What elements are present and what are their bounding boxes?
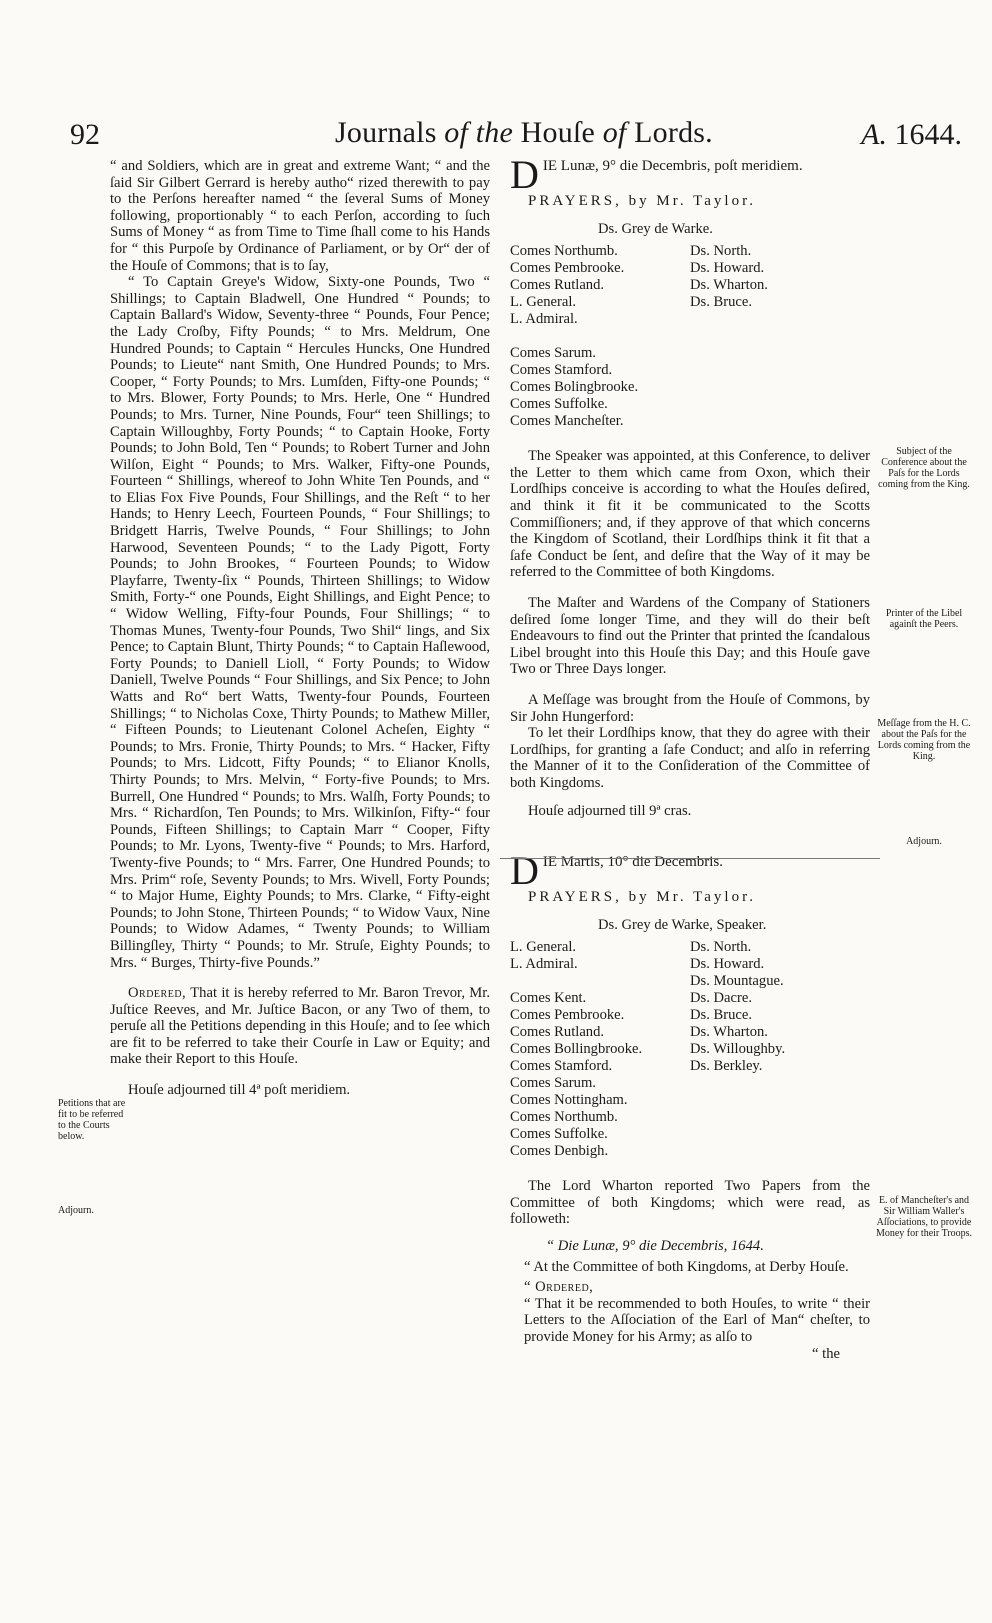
list-item: Ds. Bruce. xyxy=(690,1007,753,1024)
day2-lords-col1 xyxy=(510,939,690,1160)
day2-dropcap: D xyxy=(510,848,539,894)
ordered-lead: Ordered, xyxy=(128,985,187,1002)
page-header xyxy=(0,112,992,152)
day1-dropcap: D xyxy=(510,152,539,197)
list-item: Comes Stamford. xyxy=(510,362,613,379)
para-stationers: The Maſter and Wardens of the Company of Stationers deſired ſome longer Time, and they will do their beſt Endeavours to find out the Printer that printed the ſcandalous Libel brought into this Houſe this Day; and this Houſe gave Two or Three Days longer. xyxy=(510,594,870,678)
list-item: Comes Bolingbrooke. xyxy=(510,379,639,396)
para-conference: The Speaker was appointed, at this Conference, to deliver the Letter to them which came from Oxon, which their Lordſhips conceive is according to what the Houſes deſired, and think it fit it be communicated to the Scotts Commiſſioners; and, if they approve of that which concerns the Kingdom of Scotland, their Lordſhips think it fit that a ſafe Conduct be ſent, and deſire that the Way of it may be referred to the Committee of both Kingdoms. xyxy=(510,448,870,581)
quote-ordered: “ Ordered, xyxy=(524,1279,594,1296)
list-item: Comes Suffolke. xyxy=(510,1126,608,1143)
day1-lords-col1 xyxy=(510,243,690,430)
list-item: Comes Sarum. xyxy=(510,345,596,362)
list-item: Comes Rutland. xyxy=(510,277,605,294)
list-item: Comes Rutland. xyxy=(510,1024,605,1041)
ordered-paragraph xyxy=(110,985,490,1068)
list-item: Ds. Bruce. xyxy=(690,294,753,311)
day2-speaker: Ds. Grey de Warke, Speaker. xyxy=(598,917,767,934)
day1-prayers-by: by Mr. Taylor. xyxy=(621,192,756,209)
list-item: Ds. Howard. xyxy=(690,260,765,277)
day1-speaker: Ds. Grey de Warke. xyxy=(598,221,713,238)
quote-paragraph-2: “ To Captain Greye's Widow, Sixty-one Pounds, Two “ Shillings; to Captain Bladwell, One Hundred “ Pounds; to Captain Ballard's Widow, Seventy-three “ Pounds, Four Pence; the Lady Croſby, Fifty Pounds; “ to Mrs. Meldrum, One Hundred Pounds; to Captain “ Hercules Huncks, One Hundred Pounds; to Lieute“ nant Smith, One Hundred Pounds; to Mrs. Cooper, “ Forty Pounds; to Mrs. Lumſden, Fifty-one Pounds; “ to Mrs. Blower, Forty Pounds; to Mrs. Herle, One “ Hundred Pounds; to Mrs. Turner, Nine Pounds, Four“ teen Shillings; to Captain Willoughby, Forty Pounds; “ to Captain Hooke, Forty Pounds; to John Bold, Ten “ Pounds; to Robert Turner and John Wilſon, Eight “ Pounds; to Mrs. Walker, Fifty-one Pounds, Fourteen “ Shillings, whereof to John White Ten Pounds, and “ to Elias Fox Five Pounds, Four Shillings, and the Reſt “ to her Hands; to Henry Leech, Fourteen Pounds, “ Four Shillings; to Bridgett Harris, Twelve Pounds, “ Four Shillings; to John Harwood, Seventeen Pounds; “ to the Lady Pigott, Forty Pounds; to John Brookes, “ Fourteen Pounds; to Widow Playfarre, Twenty-ſix “ Pounds, Thirteen Shillings; to Widow Smith, Forty-“ one Pounds, Eight Shillings, and Eight Pence; to “ Widow Welling, Fifty-four Pounds, Four Shillings; “ to Thomas Munes, Twenty-four Pounds, Two Shil“ lings, and Six Pence; to Captain Blunt, Thirty Pounds; “ to Captain Haſlewood, Forty Pounds; to Daniell Lioll, “ Forty Pounds; to Widow Daniell, Twelve Pounds “ Four Shillings, and Six Pence; to John Watts and Ro“ bert Watts, Twenty-four Pounds, Fourteen Shillings; “ to Nicholas Coxe, Thirty Pounds; to Mathew Miller, “ Fifteen Pounds; to Lieutenant Colonel Acheſen, Eighty “ Pounds; to Mrs. Fronie, Thirty Pounds; to Mrs. “ Hacker, Fifty Pounds; to Mrs. Lidcott, Fifty Pounds; “ to Elianor Knolls, Thirty Pounds; to Mrs. Melvin, “ Forty-five Pounds; to Mrs. Burrell, One Hundred “ Pounds; to Mrs. Walſh, Forty Pounds; to Mrs. “ Richardſon, Ten Pounds; to Mrs. Wilkinſon, Fifty-“ four Pounds, Fifteen Shillings; to Captain Marr “ Cooper, Fifty Pounds; to Mr. Lyons, Twenty-five “ Pounds; to Mrs. Harford, Twenty-five Pounds; to “ Mrs. Farrer, One Hundred Pounds; to Mrs. Prim“ roſe, Seventy Pounds; to Mrs. Wivell, Forty Pounds; “ to Major Hume, Eighty Pounds; to Mrs. Clarke, “ Fifty-eight Pounds; to John Stone, Thirteen Pounds; “ to Widow Vaux, Nine Pounds; to Widow Adames, “ Twenty Pounds; to William Billingſley, Thirty “ Pounds; to Mr. Struſe, Eighty Pounds; to Mrs. “ Burges, Thirty-five Pounds.” xyxy=(110,274,490,971)
margin-note-adjourn-left: Adjourn. xyxy=(58,1205,94,1216)
day2-lords-col2 xyxy=(690,939,860,1160)
list-item: Comes Mancheſter. xyxy=(510,413,624,430)
list-item: Comes Pembrooke. xyxy=(510,1007,625,1024)
list-item: Ds. North. xyxy=(690,243,752,260)
margin-note-message: Meſſage from the H. C. about the Paſs for the Lords coming from the King. xyxy=(877,718,971,762)
day2-prayers xyxy=(528,889,870,906)
list-item: Comes Northumb. xyxy=(510,243,618,260)
day1-attendance xyxy=(510,243,870,430)
title-journals: Journals xyxy=(335,116,445,149)
day1-prayers-label: PRAYERS, xyxy=(528,192,622,209)
list-item: Comes Northumb. xyxy=(510,1109,618,1126)
title-lords: Lords. xyxy=(626,116,713,149)
quote-text: “ That it be recommended to both Houſes, to write “ their Letters to the Aſſociation of the Earl of Man“ cheſter, to provide Money for his Army; as alſo to xyxy=(524,1295,870,1345)
para-message: A Meſſage was brought from the Houſe of Commons, by Sir John Hungerford: xyxy=(510,691,870,725)
quote-committee: “ At the Committee of both Kingdoms, at Derby Houſe. xyxy=(524,1258,849,1275)
adjourn-line-right: Houſe adjourned till 9ª cras. xyxy=(528,803,692,820)
list-item: Ds. Dacre. xyxy=(690,990,752,1007)
day1-heading xyxy=(510,152,870,197)
list-item: Ds. Mountague. xyxy=(690,973,784,990)
list-item: Ds. Willoughby. xyxy=(690,1041,786,1058)
journal-title xyxy=(335,116,713,150)
day2-prayers-by: by Mr. Taylor. xyxy=(621,888,756,905)
para-wharton: The Lord Wharton reported Two Papers from the Committee of both Kingdoms; which were read, as followeth: xyxy=(510,1178,870,1228)
adjourn-line: Houſe adjourned till 4ª poſt meridiem. xyxy=(128,1082,351,1099)
margin-note-petitions: Petitions that are fit to be referred to the Courts below. xyxy=(58,1098,126,1142)
list-item xyxy=(510,973,690,990)
day1-lords-col2 xyxy=(690,243,860,430)
day2-heading xyxy=(510,848,870,894)
list-item: Comes Stamford. xyxy=(510,1058,613,1075)
margin-note-printer: Printer of the Libel againſt the Peers. xyxy=(885,608,963,630)
section-divider xyxy=(500,858,880,859)
quote-paragraph-1: “ and Soldiers, which are in great and extreme Want; “ and the ſaid Sir Gilbert Gerrard is hereby autho“ rized therewith to pay to the Perſons hereafter named “ the ſeveral Sums of Money following, proportionably “ to each Perſon, according to ſuch Sums of Money “ as from Time to Time ſhall come to his Hands for “ this Purpoſe by Ordinance of Parliament, or by Or“ der of the Houſe of Commons; that is to ſay, xyxy=(110,158,490,274)
list-item: Comes Nottingham. xyxy=(510,1092,628,1109)
list-item: Comes Pembrooke. xyxy=(510,260,625,277)
right-column xyxy=(510,152,870,1362)
list-item: Comes Bollingbrooke. xyxy=(510,1041,643,1058)
list-item: Ds. North. xyxy=(690,939,752,956)
day1-heading-text: IE Lunæ, 9° die Decembris, poſt meridiem. xyxy=(542,158,803,174)
list-item: L. General. xyxy=(510,939,577,956)
day2-heading-text: IE Martis, 10° die Decembris. xyxy=(542,854,724,871)
para-message-2: To let their Lordſhips know, that they do agree with their Lordſhips, for granting a ſafe Conduct; and alſo in referring the Manner of it to the Conſideration of the Committee of both Kingdoms. xyxy=(510,725,870,791)
list-item: Comes Sarum. xyxy=(510,1075,596,1092)
list-item: L. Admiral. xyxy=(510,956,578,973)
list-item: Ds. Howard. xyxy=(690,956,765,973)
day2-attendance xyxy=(510,939,870,1160)
margin-note-adjourn-right: Adjourn. xyxy=(906,836,942,847)
list-item: Ds. Wharton. xyxy=(690,1024,768,1041)
title-of-2: of xyxy=(602,116,627,149)
day2-prayers-label: PRAYERS, xyxy=(528,888,622,905)
margin-note-subject: Subject of the Conference about the Paſs for the Lords coming from the King. xyxy=(878,446,970,490)
year-prefix: A. xyxy=(861,118,887,151)
list-item: Ds. Wharton. xyxy=(690,277,768,294)
quote-date: “ Die Lunæ, 9° die Decembris, 1644. xyxy=(546,1238,764,1255)
list-item: L. Admiral. xyxy=(510,311,578,328)
year-value: 1644. xyxy=(887,118,962,151)
margin-note-manchester: E. of Mancheſter's and Sir William Waller's Aſſociations, to provide Money for their Troops. xyxy=(875,1195,973,1239)
list-item: Comes Suffolke. xyxy=(510,396,608,413)
page-number: 92 xyxy=(70,118,100,151)
title-house: Houſe xyxy=(512,116,603,149)
left-column xyxy=(110,158,490,1099)
list-item: Comes Denbigh. xyxy=(510,1143,609,1160)
list-item: L. General. xyxy=(510,294,577,311)
day1-prayers xyxy=(528,193,870,210)
title-of: of the xyxy=(444,116,513,149)
ordered-text: That it is hereby referred to Mr. Baron Trevor, Mr. Juſtice Reeves, and Mr. Juſtice Bacon, or any Two of them, to peruſe all the Petitions depending in this Houſe; and to ſee which are fit to be referred to take their Courſe in Law or Equity; and make their Report to this Houſe. xyxy=(110,985,490,1068)
list-item xyxy=(510,328,690,345)
year xyxy=(861,118,962,152)
list-item: Comes Kent. xyxy=(510,990,587,1007)
catchword: “ the xyxy=(812,1345,840,1362)
list-item: Ds. Berkley. xyxy=(690,1058,763,1075)
